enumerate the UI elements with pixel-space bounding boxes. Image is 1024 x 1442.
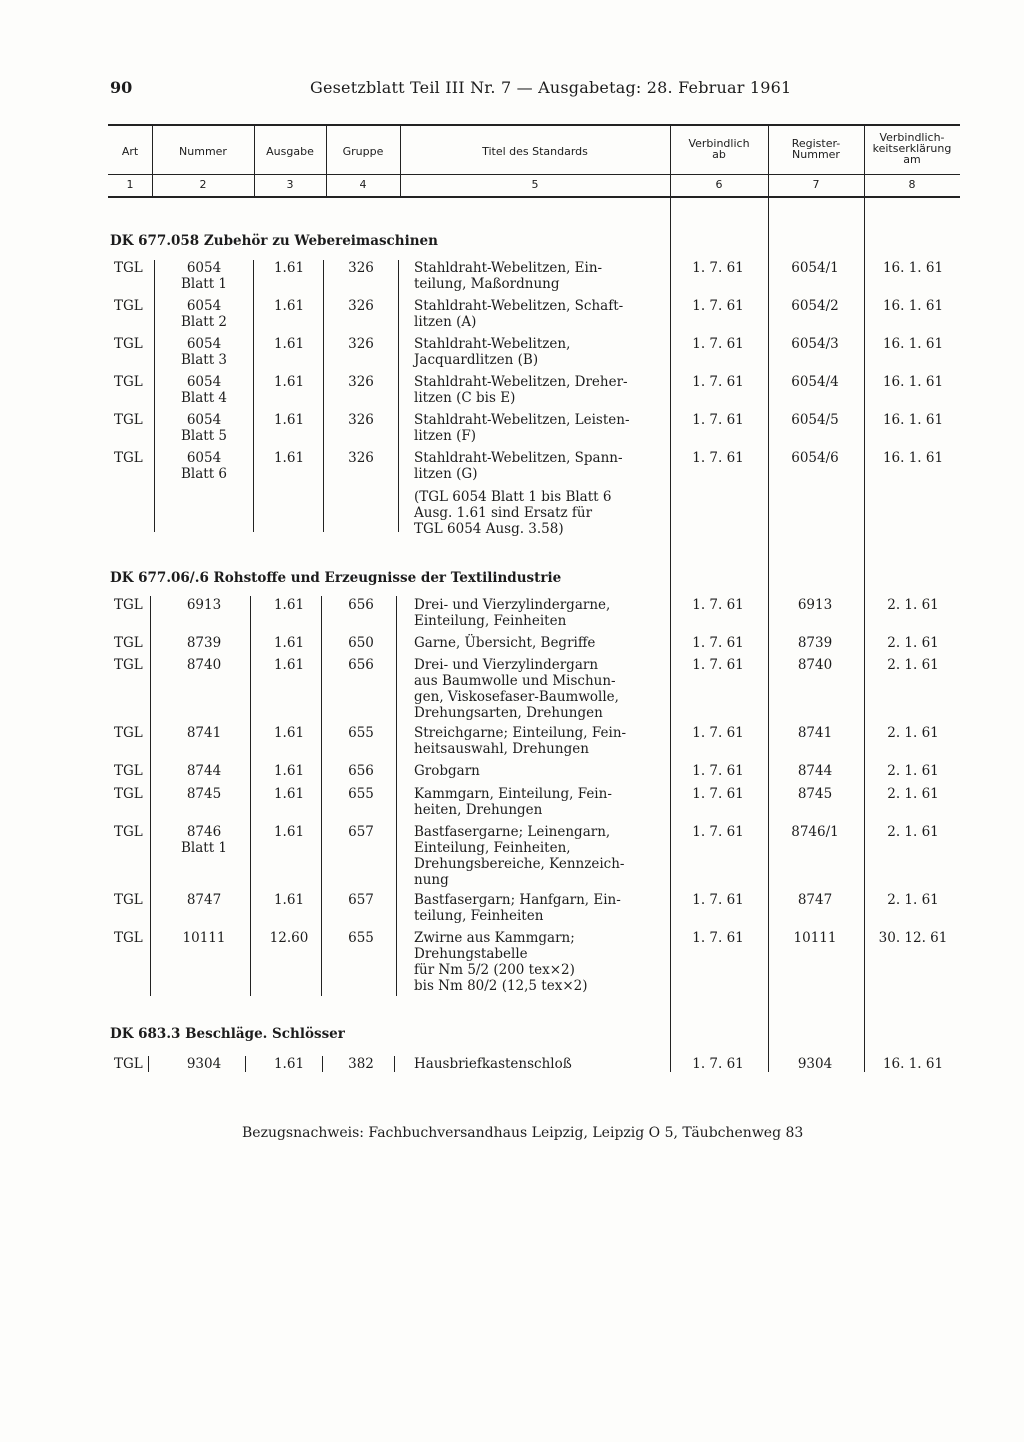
cell-art: TGL	[114, 892, 143, 908]
cell-register: 6054/3	[791, 336, 839, 352]
cell-register: 8744	[797, 763, 833, 779]
cell-verbindlich: 1. 7. 61	[692, 635, 744, 651]
cell-verbindlich: 1. 7. 61	[692, 298, 744, 314]
column-rule	[321, 596, 322, 996]
cell-art: TGL	[114, 635, 143, 651]
cell-titel: Stahldraht-Webelitzen, Dreher- litzen (C bis E)	[414, 374, 628, 406]
cell-titel: Streichgarne; Einteilung, Fein- heitsauswahl, Drehungen	[414, 725, 627, 757]
cell-erklaerung: 30. 12. 61	[878, 930, 948, 946]
cell-gruppe: 650	[348, 635, 374, 651]
cell-register: 8739	[797, 635, 833, 651]
cell-art: TGL	[114, 763, 143, 779]
col-header-erklaerung: Verbindlich- keitserklärung am	[872, 131, 952, 166]
cell-gruppe: 656	[348, 657, 374, 673]
cell-ausgabe: 1.61	[273, 725, 305, 741]
section-title: DK 677.06/.6 Rohstoffe und Erzeugnisse der Textilindustrie	[110, 570, 562, 586]
column-rule	[154, 260, 155, 532]
cell-register: 8741	[797, 725, 833, 741]
cell-art: TGL	[114, 725, 143, 741]
cell-erklaerung: 16. 1. 61	[882, 450, 944, 466]
col-header-register: Register- Nummer	[791, 137, 841, 161]
cell-ausgabe: 1.61	[273, 824, 305, 840]
col-header-ausgabe: Ausgabe	[266, 145, 314, 158]
footer-reference: Bezugsnachweis: Fachbuchversandhaus Leipzig, Leipzig O 5, Täubchenweg 83	[242, 1125, 804, 1141]
cell-art: TGL	[114, 786, 143, 802]
cell-gruppe: 326	[348, 298, 374, 314]
cell-register: 6054/1	[791, 260, 839, 276]
cell-nummer: 6054 Blatt 4	[180, 374, 228, 406]
cell-titel: Grobgarn	[414, 763, 480, 779]
section-title: DK 677.058 Zubehör zu Webereimaschinen	[110, 233, 438, 249]
cell-verbindlich: 1. 7. 61	[692, 336, 744, 352]
cell-gruppe: 326	[348, 374, 374, 390]
page-header	[0, 78, 1024, 102]
section-note: (TGL 6054 Blatt 1 bis Blatt 6 Ausg. 1.61 sind Ersatz für TGL 6054 Ausg. 3.58)	[414, 489, 612, 537]
cell-register: 10111	[793, 930, 837, 946]
cell-gruppe: 655	[348, 930, 374, 946]
column-rule	[864, 198, 865, 1072]
cell-erklaerung: 2. 1. 61	[887, 892, 939, 908]
col-number-5: 5	[531, 178, 539, 191]
cell-erklaerung: 16. 1. 61	[882, 374, 944, 390]
cell-verbindlich: 1. 7. 61	[692, 725, 744, 741]
cell-nummer: 6054 Blatt 3	[180, 336, 228, 368]
cell-verbindlich: 1. 7. 61	[692, 597, 744, 613]
cell-nummer: 8747	[186, 892, 222, 908]
cell-titel: Stahldraht-Webelitzen, Schaft- litzen (A)	[414, 298, 624, 330]
cell-erklaerung: 16. 1. 61	[882, 298, 944, 314]
cell-gruppe: 326	[348, 260, 374, 276]
col-number-4: 4	[359, 178, 367, 191]
column-rule	[396, 596, 397, 996]
cell-titel: Stahldraht-Webelitzen, Leisten- litzen (F)	[414, 412, 630, 444]
cell-ausgabe: 1.61	[273, 298, 305, 314]
cell-erklaerung: 16. 1. 61	[882, 260, 944, 276]
cell-ausgabe: 12.60	[269, 930, 309, 946]
cell-register: 6913	[797, 597, 833, 613]
cell-art: TGL	[114, 298, 143, 314]
cell-nummer: 6054 Blatt 1	[180, 260, 228, 292]
cell-gruppe: 326	[348, 412, 374, 428]
cell-ausgabe: 1.61	[273, 892, 305, 908]
cell-ausgabe: 1.61	[273, 657, 305, 673]
cell-ausgabe: 1.61	[273, 412, 305, 428]
cell-ausgabe: 1.61	[273, 763, 305, 779]
cell-register: 6054/2	[791, 298, 839, 314]
cell-art: TGL	[114, 412, 143, 428]
cell-verbindlich: 1. 7. 61	[692, 374, 744, 390]
cell-gruppe: 326	[348, 336, 374, 352]
cell-erklaerung: 16. 1. 61	[882, 412, 944, 428]
cell-nummer: 8744	[186, 763, 222, 779]
cell-art: TGL	[114, 930, 143, 946]
cell-verbindlich: 1. 7. 61	[692, 824, 744, 840]
cell-erklaerung: 16. 1. 61	[882, 1056, 944, 1072]
cell-titel: Hausbriefkastenschloß	[414, 1056, 572, 1072]
cell-art: TGL	[114, 336, 143, 352]
cell-art: TGL	[114, 374, 143, 390]
cell-art: TGL	[114, 450, 143, 466]
cell-titel: Bastfasergarn; Hanfgarn, Ein- teilung, Feinheiten	[414, 892, 621, 924]
cell-verbindlich: 1. 7. 61	[692, 763, 744, 779]
cell-gruppe: 326	[348, 450, 374, 466]
cell-register: 8747	[797, 892, 833, 908]
cell-gruppe: 657	[348, 824, 374, 840]
cell-titel: Bastfasergarne; Leinengarn, Einteilung, Feinheiten, Drehungsbereiche, Kennzeich- nung	[414, 824, 625, 888]
cell-register: 9304	[797, 1056, 833, 1072]
column-rule	[670, 198, 671, 1072]
cell-art: TGL	[114, 260, 143, 276]
cell-art: TGL	[114, 597, 143, 613]
cell-ausgabe: 1.61	[273, 597, 305, 613]
col-header-titel: Titel des Standards	[482, 145, 588, 158]
cell-titel: Kammgarn, Einteilung, Fein- heiten, Drehungen	[414, 786, 612, 818]
cell-gruppe: 656	[348, 763, 374, 779]
cell-erklaerung: 16. 1. 61	[882, 336, 944, 352]
cell-titel: Stahldraht-Webelitzen, Ein- teilung, Maßordnung	[414, 260, 603, 292]
cell-register: 6054/5	[791, 412, 839, 428]
col-number-6: 6	[715, 178, 723, 191]
cell-titel: Drei- und Vierzylindergarn aus Baumwolle und Mischun- gen, Viskosefaser-Baumwolle, Drehungsarten, Drehungen	[414, 657, 619, 721]
cell-ausgabe: 1.61	[273, 336, 305, 352]
cell-erklaerung: 2. 1. 61	[887, 635, 939, 651]
cell-erklaerung: 2. 1. 61	[887, 786, 939, 802]
cell-ausgabe: 1.61	[273, 374, 305, 390]
cell-ausgabe: 1.61	[273, 1056, 305, 1072]
cell-ausgabe: 1.61	[273, 260, 305, 276]
cell-verbindlich: 1. 7. 61	[692, 260, 744, 276]
cell-erklaerung: 2. 1. 61	[887, 824, 939, 840]
column-rule	[253, 260, 254, 532]
cell-nummer: 6913	[186, 597, 222, 613]
cell-nummer: 8746 Blatt 1	[180, 824, 228, 856]
col-header-art: Art	[121, 145, 139, 158]
cell-verbindlich: 1. 7. 61	[692, 892, 744, 908]
cell-nummer: 8745	[186, 786, 222, 802]
cell-titel: Garne, Übersicht, Begriffe	[414, 635, 596, 651]
cell-nummer: 9304	[186, 1056, 222, 1072]
cell-ausgabe: 1.61	[273, 635, 305, 651]
cell-register: 6054/4	[791, 374, 839, 390]
col-number-7: 7	[812, 178, 820, 191]
cell-gruppe: 657	[348, 892, 374, 908]
cell-verbindlich: 1. 7. 61	[692, 930, 744, 946]
column-rule	[250, 596, 251, 996]
cell-nummer: 6054 Blatt 6	[180, 450, 228, 482]
cell-register: 8745	[797, 786, 833, 802]
cell-verbindlich: 1. 7. 61	[692, 786, 744, 802]
column-rule	[398, 260, 399, 532]
column-rule	[150, 596, 151, 996]
cell-art: TGL	[114, 824, 143, 840]
cell-gruppe: 655	[348, 786, 374, 802]
cell-gruppe: 382	[348, 1056, 374, 1072]
cell-verbindlich: 1. 7. 61	[692, 657, 744, 673]
cell-ausgabe: 1.61	[273, 450, 305, 466]
cell-titel: Stahldraht-Webelitzen, Spann- litzen (G)	[414, 450, 623, 482]
cell-titel: Zwirne aus Kammgarn; Drehungstabelle für Nm 5/2 (200 tex×2) bis Nm 80/2 (12,5 tex×2)	[414, 930, 588, 994]
cell-register: 8746/1	[791, 824, 839, 840]
cell-gruppe: 655	[348, 725, 374, 741]
table-header	[108, 124, 960, 198]
column-rule	[323, 260, 324, 532]
cell-titel: Stahldraht-Webelitzen, Jacquardlitzen (B)	[414, 336, 571, 368]
cell-gruppe: 656	[348, 597, 374, 613]
col-header-gruppe: Gruppe	[342, 145, 384, 158]
col-number-1: 1	[126, 178, 134, 191]
col-header-nummer: Nummer	[179, 145, 227, 158]
cell-nummer: 8740	[186, 657, 222, 673]
cell-ausgabe: 1.61	[273, 786, 305, 802]
cell-nummer: 6054 Blatt 5	[180, 412, 228, 444]
col-number-8: 8	[908, 178, 916, 191]
cell-verbindlich: 1. 7. 61	[692, 450, 744, 466]
cell-nummer: 8741	[186, 725, 222, 741]
cell-erklaerung: 2. 1. 61	[887, 597, 939, 613]
cell-erklaerung: 2. 1. 61	[887, 725, 939, 741]
col-number-3: 3	[286, 178, 294, 191]
cell-register: 6054/6	[791, 450, 839, 466]
cell-erklaerung: 2. 1. 61	[887, 657, 939, 673]
section-title: DK 683.3 Beschläge. Schlösser	[110, 1026, 345, 1042]
column-rule	[768, 198, 769, 1072]
cell-art: TGL	[114, 657, 143, 673]
page-number: 90	[110, 78, 133, 97]
cell-nummer: 10111	[182, 930, 226, 946]
cell-erklaerung: 2. 1. 61	[887, 763, 939, 779]
col-header-verbindlich: Verbindlich ab	[688, 137, 750, 161]
running-title: Gesetzblatt Teil III Nr. 7 — Ausgabetag: 28. Februar 1961	[310, 78, 792, 97]
col-number-2: 2	[199, 178, 207, 191]
cell-nummer: 6054 Blatt 2	[180, 298, 228, 330]
cell-titel: Drei- und Vierzylindergarne, Einteilung, Feinheiten	[414, 597, 611, 629]
cell-verbindlich: 1. 7. 61	[692, 1056, 744, 1072]
cell-art: TGL	[114, 1056, 143, 1072]
cell-verbindlich: 1. 7. 61	[692, 412, 744, 428]
cell-register: 8740	[797, 657, 833, 673]
cell-nummer: 8739	[186, 635, 222, 651]
